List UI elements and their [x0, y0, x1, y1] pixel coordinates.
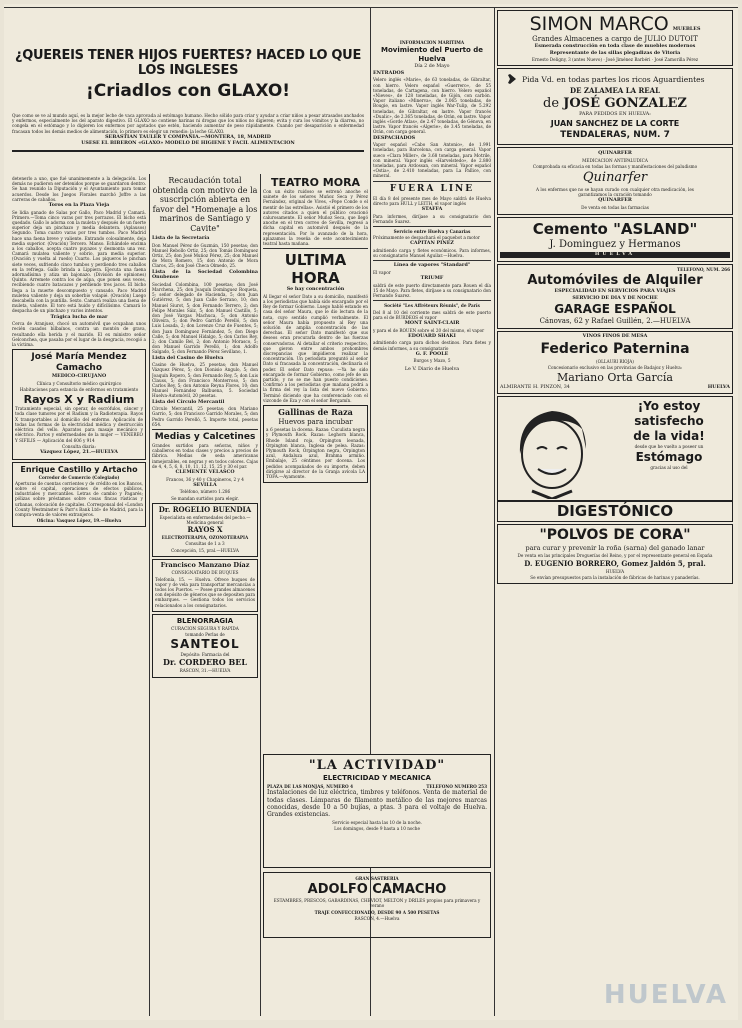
- actividad-title: "LA ACTIVIDAD": [308, 758, 446, 773]
- column-1: [12, 176, 146, 1016]
- digestonico-ad: [497, 396, 733, 522]
- dig-small: desde que he vuelto a poseer un: [634, 443, 704, 449]
- dig-line: satisfecho: [634, 413, 704, 428]
- santeol-dep: Depósito: Farmacia del: [180, 652, 230, 658]
- manzano-role: CONSIGNATARIO DE BUQUES: [171, 570, 239, 576]
- manzano-text: Telefonía, 15. — Huelva. Ofrece buques de vapor y de vela para transportar mercancías a todos los Puertos. — Posee grandes almacenes con depósito de géneros que se depositen para embarques. — Gestiona todos los servicios relacionados a los consignatarios.: [155, 576, 255, 608]
- actividad-text: Instalaciones de luz eléctrica, timbres y teléfonos. Venta de material de todas clases. Lámparas de filamento metálico de las mejores marcas conocidas, desde 10 a 50 bujías, a ptas. 3 para el voltaje de Huelva. Grandes existencias.: [267, 789, 487, 819]
- medias-title: Medias y Calcetines: [154, 432, 256, 443]
- man-portrait-illustration: [502, 399, 602, 499]
- column-rule: [149, 174, 150, 1016]
- aguardiente-ad: [497, 68, 733, 145]
- fuera-text: El día 8 del presente mes de Mayo saldrá de Huelva directo para HULL y LEITH, el vapor inglés: [373, 195, 491, 206]
- garaje-title: GARAGE ESPAÑOL: [554, 302, 676, 317]
- column-3: [263, 176, 368, 750]
- list-text: Casino de Huelva, 25 pesetas; don Manuel Vázquez Pérez, 5; don Dionisio Angulo, 5; don Joaquín Ropero, 5; don Fernando Rey, 5; don Luis Clauss, 5; don Francisco Monterroso, 5; don Carlos Rey, 5; don Antonio Reyna Flores, 10; don Manuel Fernández Balbuena, 5. Sociedad Huelva-Automóvil, 20 pesetas.: [152, 362, 258, 399]
- column-5: [497, 8, 733, 1016]
- mendez-name: José María Mendez Camacho: [31, 352, 127, 374]
- buendia-ad: [152, 503, 258, 557]
- column-rule: [260, 174, 261, 1016]
- cemento-brand: Cemento "ASLAND": [532, 220, 698, 239]
- toros-text: Se lidia ganado de Salas por Gallo, Paco Madrid y Camará. Primero.—Toma cinco varas por tres porrazos. El bicho está quedado. Gallo lo adorna con la muleta y después de un fuerte superior deja un pinchazo y media delantera. (Aplausos) Segundo. Toma cuatro varas por tres tumbos. Paco Madrid hace una faena breve y valiente. Entrando colosalmente, deja media superior. (Ovación) Tercero. Manso. Echándole encima a los caballos, acepta cuatro puyazos y desmonta una vez. Camará mulatea valiente y sobrio, para media superior. (Ovación y vuelta al ruedo) Cuarto. Los piqueros le pinchan siete veces, sufriendo cinco tumbos y perdiendo tres caballos en la refriega. Gallo brinda a Lippiera. Ejecuta una faena adornadísima y atiza un bajonazo. (División de opiniones) Quinto. Arremete contra los de aúpa, que ponen seis veces, recibiendo cuatro batacazos y perdiendo tres jacos. El bicho llega a la muerte descompuesto y cansado. Paco Madrid muletea valiente y deja un soberbio volapié. (Ovación) Luego descabella con la puntilla. Sexto. Camará realiza una faena de muleta, valiente. El toro está huido y difícilísimo. Camará lo despacha de un pinchazo y varios intentos.: [12, 209, 146, 314]
- cemento-city: HUELVA: [500, 252, 730, 258]
- quinarfer-ad: [497, 147, 733, 215]
- tragica-title: Trágica lucha de mar: [50, 313, 108, 320]
- teatro-text: Con un éxito ruidoso se estrenó anoche el sainete de los señores Muñoz Seca y Pérez Fernández, original de Vives, «Pepe Conde o el mentir de las estrellas». Asistió el primero de los autores citados a quien el público ovacionó calurosamente. El señor Muñoz Seca, que llegó anoche en el tren correo de Sevilla, regresó a dicha capital en automóvil después de la representación. Por lo avanzado de la hora, aplazamos la reseña de este acontecimiento teatral hasta mañana.: [263, 189, 368, 247]
- santeol-top: BLENORRAGIA: [176, 616, 234, 625]
- maritima-label: INFORMACION MARITIMA: [399, 40, 465, 45]
- despachados-text: Vapor español «Cabo San Antonio», de 1.991 toneladas, para Barcelona, con carga general. Vapor sueco «Clara Miller», de 3.68 toneladas, para Motrile, con mineral. Vapor inglés «Harvelstedo», de 2.880 toneladas, para Ardossan, con mineral. Vapor español «Ostia», de 2.410 toneladas, para La Pallice, con mineral.: [373, 142, 491, 179]
- digestonico-brand: DIGESTÓNICO: [498, 500, 732, 520]
- rayos-title: Rayos X y Radium: [23, 393, 135, 407]
- affreteurs-ship: MONT SAINT-CLAIR: [404, 320, 460, 327]
- glaxo-slogan: USESE EL BIBERON «GLAXO» MODELO DE HIGIENE Y FACIL ALIMENTACION: [81, 140, 295, 147]
- santeol-brand: SANTEOL: [170, 637, 240, 652]
- camacho-ad: [263, 872, 491, 938]
- actividad-ad: [263, 754, 491, 868]
- automoviles-ad: [497, 264, 733, 329]
- quinarfer-text-2: A los enfermos que no se hayan curado con cualquier otra medicación, les garantizamos la curación tomando: [536, 186, 694, 198]
- actividad-address: PLAZA DE LAS MONJAS, NUMERO 4: [267, 784, 353, 789]
- polvos-title: "POLVOS DE CORA": [539, 526, 691, 543]
- buendia-spec: Especialista en enfermedades del pecho.—Medicina general: [159, 514, 251, 526]
- glaxo-distributors: SEBASTIAN TAULER Y COMPAÑIA.—MONTERA, 18, MADRID: [105, 133, 271, 140]
- mendez-role: MEDICO-CIRUJANO: [51, 373, 107, 380]
- actividad-phone: TELEFONO NUMERO 253: [426, 784, 487, 789]
- mendez-text-2: Tratamiento especial, sin operar, de escrófulos, cáncer y toda clase tumores por el Radium y la Radioterapia. Rayos X transportables al domicilio del enfermo. Aplicación de todas las formas de la electricidad médica y destrucción eléctrica del vello. Aparatos para masaje mecánico y eléctrico. Partos y enfermedades de la mujer — VENEREO Y SIFILIS — Aplicación del 606 y 914: [15, 406, 143, 443]
- quinarfer-brand: Quinarfer: [582, 169, 648, 185]
- list-text: Círculo Mercantil, 25 pesetas; don Mariano Garrio, 5; don Francisco Garrido Morales, 5; don Pedro Garrido Perelló, 5. Importe total, pesetas 654.: [152, 406, 258, 427]
- camacho-text: ESTAMBRES, PRESCOS, GABARDINAS, CHEVIOT, MELTON y DRILES propios para primavera y verano: [273, 898, 481, 909]
- castillo-text: Aperturas de cuentas corrientes y de crédito en los Bancos, sobre el capital, operaciones de efectos públicos, industriales y mercantiles. Letras de cambio y Pagarés; pólizas sobre préstamos sobre cosas fincas rústicas y urbanas, colocación de capitales. Corresponsal del «London County Westminster & Parr's Bank Ltd» de Madrid, para la compra-venta de valores extranjeros.: [15, 480, 143, 517]
- gallinas-sub: Huevos para incubar: [278, 418, 353, 427]
- canarias-ship: CAPITAN PINEZ: [410, 240, 454, 247]
- dig-small-2: gracias al uso del: [650, 464, 688, 470]
- castillo-name: Enrique Castillo y Artacho: [20, 464, 138, 474]
- affreteurs-address: Burgos y Mazo, 5: [413, 358, 451, 364]
- standard-text-2: saldrá de este puerto directamente para Rouen el día 15 de Mayo. Para fletes, diríjase a su consignatario don Fernando Suarez.: [373, 282, 491, 299]
- fuera-title: FUERA LINE: [389, 183, 475, 194]
- buendia-electro: ELECTROTERAPIA, OZONOTERAPIA: [161, 535, 249, 541]
- puerto-title: Movimiento del Puerto de Huelva: [380, 46, 483, 64]
- affreteurs-agent: G. F. POOLE: [415, 350, 449, 357]
- ultima-sub: Se hay concentración: [286, 286, 345, 293]
- teatro-title: TEATRO MORA: [270, 176, 361, 189]
- standard-ship: TRIUMF: [420, 275, 444, 282]
- glaxo-ad: [12, 10, 364, 170]
- dig-line: de la vida!: [633, 428, 705, 443]
- ultima-title: ULTIMA HORA: [284, 251, 347, 288]
- paternina-sub: Concesionario exclusivo en las provincias de Badajoz y Huelva:: [547, 364, 683, 370]
- canarias-text: Próximamente se despachará el paquebot a motor: [373, 235, 480, 241]
- santeol-address: RASCON, 31.—HUELVA: [179, 668, 231, 674]
- paternina-address: ALMIRANTE H. PINZON, 34: [500, 385, 570, 391]
- buendia-hours: Consultas de 1 a 3: [185, 541, 225, 547]
- affreteurs-text: Del 8 al 10 del corriente mes saldrá de este puerto para el de BURDEOS el vapor: [373, 309, 491, 320]
- entradas-text: Velero inglés «Marie», de 63 toneladas, de Gibraltar, con hierro. Velero español «Guerrero», de 55 toneladas, de Cartagena, con hierro. Velero español «Nieves», de 128 toneladas, de Gijón, con carbón. Vapor italiano «Minerva», de 2.065 toneladas, de Bougie, en lastre. Vapor inglés War-Tulip, de 5.292 toneladas, de Gibraltar, en lastre. Vapor francés «Dualic», de 2.365 toneladas, de Orán, en lastre. Vapor inglés «Gorde Atlas», de 2.47 toneladas, de Génova, en lastre. Vapor francés «Algerie», de 3.45 toneladas, de Orán, con carga general.: [373, 77, 491, 135]
- digestonico-text: [610, 399, 728, 471]
- medias-note: Se mandan surtidos para elegir.: [171, 495, 239, 501]
- auto-sub-2: SERVICIO DE DIA Y DE NOCHE: [572, 294, 658, 301]
- vinos-title: VINOS FINOS DE MESA: [582, 333, 648, 340]
- aguardiente-header: [500, 71, 730, 87]
- list-title: Lista de la Secretaría: [152, 235, 210, 241]
- aguardiente-head: Pida Vd. en todas partes los ricos Aguardientes: [522, 74, 705, 84]
- mendez-address: Vázquez López, 21.—HUELVA: [40, 448, 118, 455]
- quinarfer-sale: De venta en todas las farmacias: [581, 204, 649, 210]
- medias-address: Francos, 36 y 40 y Chapineros, 2 y 4: [166, 476, 244, 482]
- fuera-text-2: Para informes, diríjase a su consignatario don Fernando Suarez.: [373, 213, 491, 224]
- simon-name: SIMON MARCO: [529, 13, 669, 35]
- paternina-footer: [500, 385, 730, 391]
- aguardiente-sub: DE ZALAMEA LA REAL: [570, 86, 660, 96]
- fecha: Día 2 de Mayo: [414, 64, 450, 70]
- divider: [373, 181, 491, 182]
- glaxo-headline-2: ¡Criadlos con GLAXO!: [85, 81, 291, 101]
- newspaper-page: [4, 4, 738, 1020]
- castillo-ad: [12, 462, 146, 528]
- aguardiente-de: de: [543, 96, 560, 112]
- polvos-ad: [497, 524, 733, 585]
- camacho-top: GRAN SASTRERIA: [355, 876, 399, 881]
- watermark: HUELVA: [603, 980, 728, 1010]
- standard-text: El vapor: [373, 270, 391, 276]
- toros-title: Toros en la Plaza Vieja: [48, 202, 110, 209]
- aguardiente-name: JOSÉ GONZALEZ: [563, 96, 687, 112]
- medias-shop: CLEMENTE VELASCO: [175, 469, 235, 476]
- santeol-ad: [152, 614, 258, 678]
- aguardiente-address: TENDALERAS, NUM. 7: [560, 129, 670, 140]
- buendia-rayos: RAYOS X: [187, 525, 223, 535]
- buendia-address: Concepción, 15, pral.—HUELVA: [171, 547, 239, 553]
- affreteurs-ship: EDOUARD SHAKI: [408, 332, 456, 339]
- polvos-foot: Se envían presupuestos para la instalación de fábricas de harinas y panaderías.: [530, 575, 700, 581]
- aguardiente-pedidos: PARA PEDIDOS EN HUELVA:: [579, 112, 651, 118]
- quinarfer-top: QUINARFER: [598, 149, 632, 156]
- castillo-address: Oficina: Vasquez López, 19.—Huelva: [36, 518, 122, 524]
- divider: [152, 429, 258, 430]
- simon-addresses: Ernesto Deligny, 3 (antes Nuevo) · José Jiménez Barbéri · José Zamorilla Pérez: [531, 57, 699, 63]
- recaudacion-title: Recaudación total obtenida con motivo de la suscripción abierta en favor del "Homenaje a los marinos de Santiago y Cavite": [152, 176, 258, 233]
- cemento-agent: J. Dominguez y Hermanos: [549, 239, 681, 251]
- medias-phone: Teléfono, número 1.286: [179, 489, 231, 495]
- quinarfer-sub: MEDICACION ANTIPALUDICA: [582, 157, 648, 163]
- paternina-place: (OLLAURI RIOJA): [596, 358, 634, 364]
- dig-word: Estómago: [635, 449, 703, 464]
- cemento-ad: [497, 217, 733, 262]
- simon-marco-ad: [497, 10, 733, 66]
- glaxo-body: Que como se ve al mundo aquí, es la mejor leche de vaca aprovada al estómago humano. Hecho sólido para criar y ayudar a criar niños a pesar atrasados anchados y enfermos, especialmente los del aparato digestivo. El GLAXO no contiene harinas ni drogas que los niños no digieren; evita y cura los vómitos y la diarrea, no congela en el estómago y lo digieren los enfermos por agotados que estén, haciendo aumentar de peso rápidamente. Cuando por desaparición o enfermedad fracasan todos los demás medios de alimentación, lo primero es elegir un remedio: la leche GLAXO.: [12, 113, 364, 134]
- simon-sub: Grandes Almacenes a cargo de JULIO DUTOIT: [532, 35, 698, 43]
- column-2: [152, 176, 258, 1016]
- list-text: Don Manuel Pérez de Guzmán, 150 pesetas; don Manuel Rebollo Ortiz, 25; don Tomás Domínguez Ortiz, 25; don José Muñoz Pérez, 25; don Manuel de Mora Romero, 15; don Antonio de Mora Claros, 25; don José Checa Olmedo, 25.: [152, 242, 258, 269]
- garaje-address: Cánovas, 62 y Rafael Guillén, 2.—HUELVA: [539, 317, 691, 326]
- paternina-name: Federico Paternina: [540, 340, 690, 357]
- aguardiente-line: [500, 96, 730, 111]
- simon-tag: MUEBLES: [672, 26, 701, 32]
- ultima-text: Al llegar el señor Dato a su domicilio, manifestó a los periodistas que había sido encargado por el Rey de formar Gobierno. Luego habló estando en casa del señor Maura, que le dio lectura de la nota, cuyo sentido cumplió verbalmente. El señor Maura había propuesto al Rey una solución de amplia concentración de las derechas. El señor Dato manifestó que sus deseos eran procurarla dentro de las fuerzas conservadoras. Al detallar el criterio respectivo, que gieron entre ambos prohombres discrepancias que impidieron realizar la concentración. Un periodista preguntó al señor Dato si fracasada la concentración, declinaría el poder. El señor Dato repuso: —Ya he sido encargado de formar Gobierno, como jefe de un partido, y no se me han puesto condiciones. Confirmó a los periodistas que mañana podrá a la firma del rey la lista del nuevo Gobierno. Terminó diciendo que ha conferenciado con el vizconde de Eza y con el señor Bergamín.: [263, 293, 368, 403]
- divider: [373, 226, 491, 227]
- mendez-text: Habitaciones para estancia de enfermos en tratamiento: [19, 387, 139, 393]
- glaxo-divider: [12, 150, 364, 152]
- mendez-sub: Clínica y Consultorio médico quirúrgico: [36, 380, 122, 386]
- manzano-name: Francisco Manzano Díaz: [160, 560, 250, 569]
- aguardiente-agent: JUAN SANCHEZ DE LA CORTE: [550, 118, 680, 128]
- mendez-ad: [12, 349, 146, 459]
- gallinas-ad: [263, 405, 368, 483]
- list-title: Lista del Círculo Mercantil: [152, 398, 225, 405]
- polvos-agent: D. EUGENIO BORRERO, Gomez Jaldón 5, pral.: [524, 558, 706, 568]
- standard-title: Línea de vapores "Standard": [393, 262, 471, 269]
- glaxo-headline: ¿QUEREIS TENER HIJOS FUERTES? HACED LO QUE LOS INGLESES: [14, 48, 362, 78]
- gallinas-title: Gallinas de Raza: [278, 407, 353, 418]
- polvos-text: para curar y prevenir la roña (sarna) del ganado lanar: [525, 543, 705, 552]
- actividad-note: Los domingos, desde 9 hasta a 10 noche: [334, 826, 420, 832]
- camacho-price: TRAJE CONFECCIONADO, DESDE 90 A 500 PESETAS: [314, 909, 440, 915]
- polvos-text-2: De venta en las principales Droguerías del Reino, y por el representante general en España: [517, 552, 713, 558]
- canarias-text-2: admitiendo carga y fletes económicos. Para informes, su consignatario Manuel Aguilar.—Huelva.: [373, 248, 491, 259]
- auto-title: Automóviles de Alquiler: [527, 272, 703, 288]
- dig-line: ¡Yo estoy: [637, 398, 701, 413]
- camacho-name: ADOLFO CAMACHO: [307, 882, 447, 898]
- auto-phone: TELEFONO, NUM. 266: [677, 266, 730, 272]
- hand-pointer-icon: [500, 71, 518, 87]
- castillo-role: Corredor de Comercio (Colegiado): [38, 474, 120, 480]
- gallinas-text: a 6 pesetas la docena. Razas: Cuculista negra y Plymouth Rock. Razas: Leghorn blanca, Rhode Island roja, Orpington leonada, Orpington blanca, Inglesa de pelea. Razas: Plymouth Rock, Orpington negra, Orpington azul, Andaluza azul, Brahma armiño. Embalaje, 25 céntimos por docena. Los pedidos acompañados de su importe, deben dirigirse al director de la Granja avícola LA TOFA.—Ayamonte.: [266, 427, 365, 479]
- medias-city: SEVILLA: [193, 481, 217, 488]
- polvos-city: HUELVA: [605, 568, 625, 574]
- despachados-title: DESPACHADOS: [373, 134, 416, 141]
- list-text: Sociedad Colombina, 100 pesetas; don José Marchena, 25; don Joaquín Domínguez Roqueta, 5; señor delegado de Hacienda, 5; don Juan Gutiérrez, 5; don Juan Calle Serrano, 10; don Manuel Siurot, 5; don Fernando Terrero, 2; don Felipe Morales Sáiz, 5; don Manuel Castillo, 5; don José Vargas Machuca, 5; don Antonio Oliveira, 5; don Pedro Garrido Perelló, 5; don Luis Losada, 2; don Lorenzo Cruz de Fuentes, 5; don Juan Domínguez Fernández, 5; don Diego Calle, 5; don Manuel Hidalgo, 5; don Carlos Rey, 2; don Camilo Bel, 2; don Antonio Morasco, 5; don Manuel Garrido Perelló, 1; don Adolfo Salgado, 5; don Fernando Pérez Sevillano, 1.: [152, 281, 258, 355]
- simon-rep: Representante de las sillas plegadizas de Vitoria: [549, 49, 681, 56]
- list-title: Lista de la Sociedad Colombina Onubense: [152, 268, 258, 281]
- entradas-title: ENTRADOS: [373, 69, 405, 76]
- mendez-consult: Consulta diaria:: [62, 443, 96, 449]
- camacho-address: RASCON, 4.—Huelva: [354, 915, 400, 921]
- buendia-name: Dr. ROGELIO BUENDIA: [158, 504, 252, 514]
- fuera-ship: STAFFA: [421, 206, 443, 213]
- footer-line: Le V. Diario de Huelva: [404, 366, 460, 372]
- santeol-pre: tomando Perlas de: [185, 632, 225, 638]
- simon-header: [500, 13, 730, 35]
- divider: [373, 300, 491, 301]
- column-4: [373, 40, 491, 750]
- affreteurs-text-2: y para el de ROUEN sobre el 20 del mismo, el vapor: [373, 327, 485, 333]
- quinarfer-text: Comprobada su eficacia en todas las formas y manifestaciones del paludismo: [532, 163, 698, 169]
- santeol-doctor: Dr. CORDERO BEL: [163, 657, 247, 668]
- actividad-sub: ELECTRICIDAD Y MECANICA: [323, 774, 431, 782]
- news-text: detenerlo a uno, que fué unanimemente a la delegación. Los demás no pudieron ser detenidos porque se guardaron dentro. Se han reunido la Diputación y el Ayuntamiento para tomar acuerdos. Desde los Juegos Florales marchó Joffre a las carreras de caballos.: [12, 176, 146, 202]
- affreteurs-text-3: admitiendo carga para dichos destinos. Para fletes y demás informes, a su consignatario: [373, 340, 491, 351]
- paternina-ad: [497, 331, 733, 394]
- column-rule: [494, 8, 495, 1016]
- auto-sub: ESPECIALIDAD EN SERVICIOS PARA VIAJES: [554, 287, 676, 294]
- paternina-city: HUELVA: [707, 384, 730, 391]
- affreteurs-title: Société "Les Affréteurs Réunis", de París: [384, 303, 480, 309]
- actividad-note: Servicio especial hasta las 10 de la noche.: [332, 819, 422, 825]
- tragica-text: Cerca de Aranjuez, chocó un automóvil que ocupaban unos recién casados bilbaínos, contra un montón de grava, resultando ella herida y el marido. El ex ministro señor Gelconchea, que pasaba por el lugar de la desgracia, recogió a la víctima.: [12, 321, 146, 348]
- list-title: Lista del Casino de Huelva: [152, 354, 224, 361]
- santeol-sub: CURACION SEGURA Y RAPIDA: [171, 625, 239, 631]
- manzano-ad: [152, 559, 258, 612]
- medias-text: Grandes surtidos para señoras, niños y caballeros en todas clases y precios a precios de fábrica. Medias de seda americanas inmejorables, en negras y en todos colores. Cajas de 4, 4, 5, 6, 8, 10, 11, 12, 15, 25 y 30 el par.: [152, 443, 258, 469]
- quinarfer-brand-2: QUINARFER: [598, 197, 632, 204]
- divider: [263, 248, 368, 249]
- paternina-agent: Mariano Orta García: [557, 371, 673, 385]
- simon-line: Esmerada construcción en toda clase de muebles modernos: [534, 43, 696, 49]
- canarias-title: Servicio entre Huelva y Canarias: [393, 229, 471, 235]
